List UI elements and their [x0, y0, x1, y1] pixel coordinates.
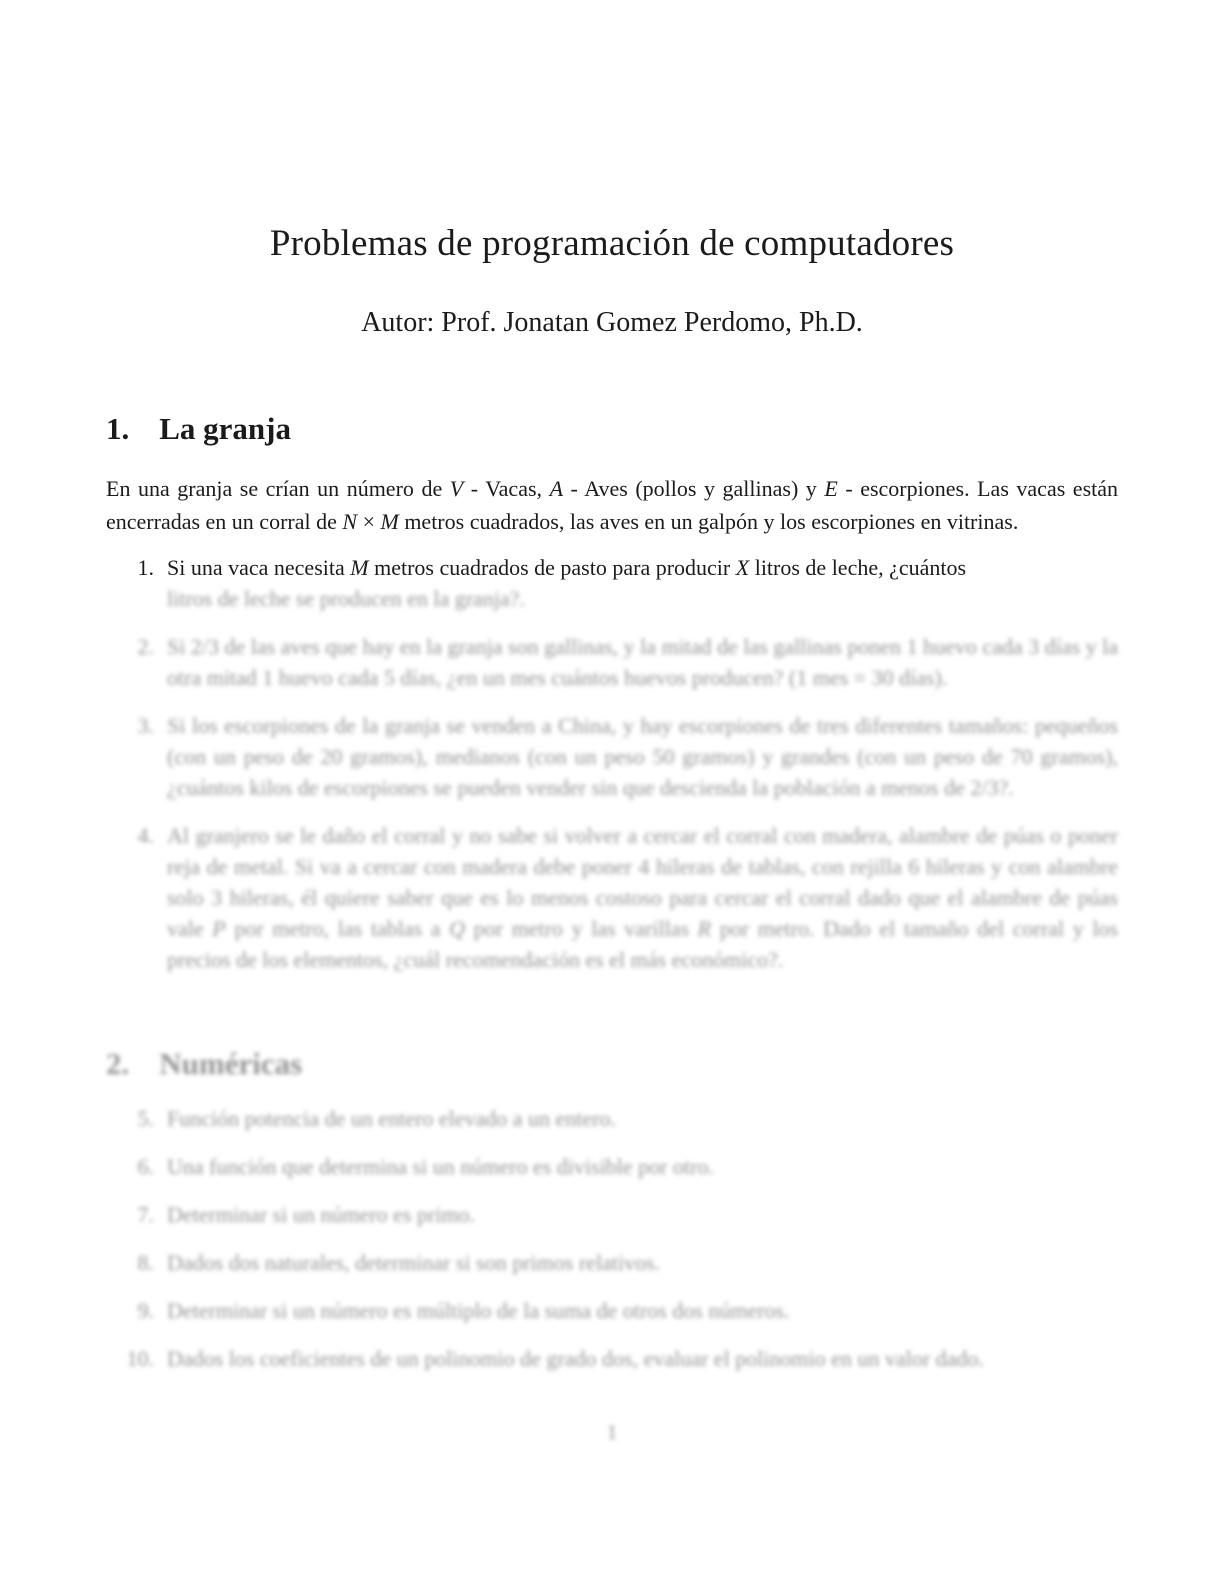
document-title: Problemas de programación de computadores [269, 223, 955, 264]
section-1-intro-paragraph [106, 472, 1118, 538]
item-text [167, 555, 966, 611]
item-number: 6. [137, 1154, 154, 1179]
text-segment: - escorpiones. Las vacas están encerradas en un corral de [106, 476, 1119, 534]
text-segment: × [357, 509, 381, 534]
math-variable: R [697, 916, 712, 941]
item-text: Una función que determina si un número es divisible por otro. [167, 1154, 714, 1179]
problem-item-2 [137, 631, 1118, 693]
math-variable: N [342, 509, 358, 534]
text-segment: litros de leche se producen en la granja?. [167, 586, 525, 611]
item-text: Función potencia de un entero elevado a un entero. [167, 1106, 617, 1131]
math-variable: X [735, 555, 750, 580]
math-variable: P [212, 916, 226, 941]
item-text [167, 823, 1118, 972]
item-text [167, 634, 1118, 690]
item-number: 3. [137, 713, 154, 738]
section-2-number: 2. [106, 1046, 130, 1081]
problem-item-7 [137, 1199, 1118, 1230]
item-number: 1. [137, 555, 154, 580]
item-number: 4. [137, 823, 154, 848]
item-number: 5. [137, 1106, 154, 1131]
text-segment: - Vacas, [463, 476, 550, 501]
problem-item-6 [137, 1151, 1118, 1182]
problem-item-1 [137, 552, 1118, 614]
text-segment: - Aves (pollos y gallinas) y [563, 476, 825, 501]
problem-item-5 [137, 1103, 1118, 1134]
text-segment: litros de leche, ¿cuántos [749, 555, 967, 580]
text-segment: Si una vaca necesita [167, 555, 351, 580]
text-segment: por metro, las tablas a [225, 916, 450, 941]
text-segment: En una granja se crían un número de [106, 476, 450, 501]
problem-item-3 [137, 710, 1118, 803]
item-number: 8. [137, 1250, 154, 1275]
text-segment: metros cuadrados de pasto para producir [368, 555, 736, 580]
math-variable: E [824, 476, 838, 501]
section-2-problem-list [126, 1103, 1118, 1374]
problem-item-8 [137, 1247, 1118, 1278]
section-2-heading [106, 1045, 1118, 1083]
section-1-heading [106, 410, 1118, 448]
section-1-number: 1. [106, 411, 130, 446]
item-text: Determinar si un número es primo. [167, 1202, 475, 1227]
math-variable: V [449, 476, 464, 501]
item-text: Determinar si un número es múltiplo de la suma de otros dos números. [167, 1298, 790, 1323]
item-number: 7. [137, 1202, 154, 1227]
item-number: 9. [137, 1298, 154, 1323]
text-segment: metros cuadrados, las aves en un galpón y los escorpiones en vitrinas. [398, 509, 1019, 534]
page-number: 1 [606, 1420, 618, 1444]
text-segment: Si 2/3 de las aves que hay en la granja son gallinas, y la mitad de las gallinas ponen 1 huevo cada 3 días y la otra mitad 1 huevo cada 5 días, ¿en un mes cuántos huevos producen? (1 mes = 30 días). [167, 634, 1118, 690]
section-1-title: La granja [159, 411, 291, 446]
text-segment: por metro y las varillas [465, 916, 698, 941]
text-segment: Al granjero se le daño el corral y no sabe si volver a cercar el corral con madera, alambre de púas o poner reja de metal. Si va a cercar con madera debe poner 4 hileras de tablas, con rejilla 6 hileras y con alambre solo 3 hileras, él quiere saber que es lo menos costoso para cercar el corral dado que el alambre de púas vale [167, 823, 1118, 941]
text-segment: Si los escorpiones de la granja se venden a China, y hay escorpiones de tres diferentes tamaños: pequeños (con un peso de 20 gramos), medianos (con un peso 50 gramos) y grandes (con un peso de 70 gramos), ¿cuántos kilos de escorpiones se pueden vender sin que descienda la población a menos de 2/3?. [167, 713, 1118, 800]
math-variable: M [350, 555, 369, 580]
text-segment: por metro. Dado el tamaño del corral y los precios de los elementos, ¿cuál recomendación es el más económico?. [167, 916, 1118, 972]
section-1-problem-list [137, 552, 1118, 975]
item-text [167, 713, 1118, 800]
problem-item-9 [137, 1295, 1118, 1326]
problem-item-4 [137, 820, 1118, 975]
item-text: Dados dos naturales, determinar si son primos relativos. [167, 1250, 661, 1275]
problem-item-10 [126, 1343, 1118, 1374]
math-variable: M [380, 509, 399, 534]
item-number: 10. [126, 1346, 154, 1371]
section-2-title: Numéricas [159, 1046, 303, 1081]
math-variable: Q [449, 916, 466, 941]
item-text: Dados los coeficientes de un polinomio de grado dos, evaluar el polinomio en un valor dado. [167, 1346, 984, 1371]
item-number: 2. [137, 634, 154, 659]
math-variable: A [549, 476, 564, 501]
author-line: Autor: Prof. Jonatan Gomez Perdomo, Ph.D. [361, 307, 863, 338]
